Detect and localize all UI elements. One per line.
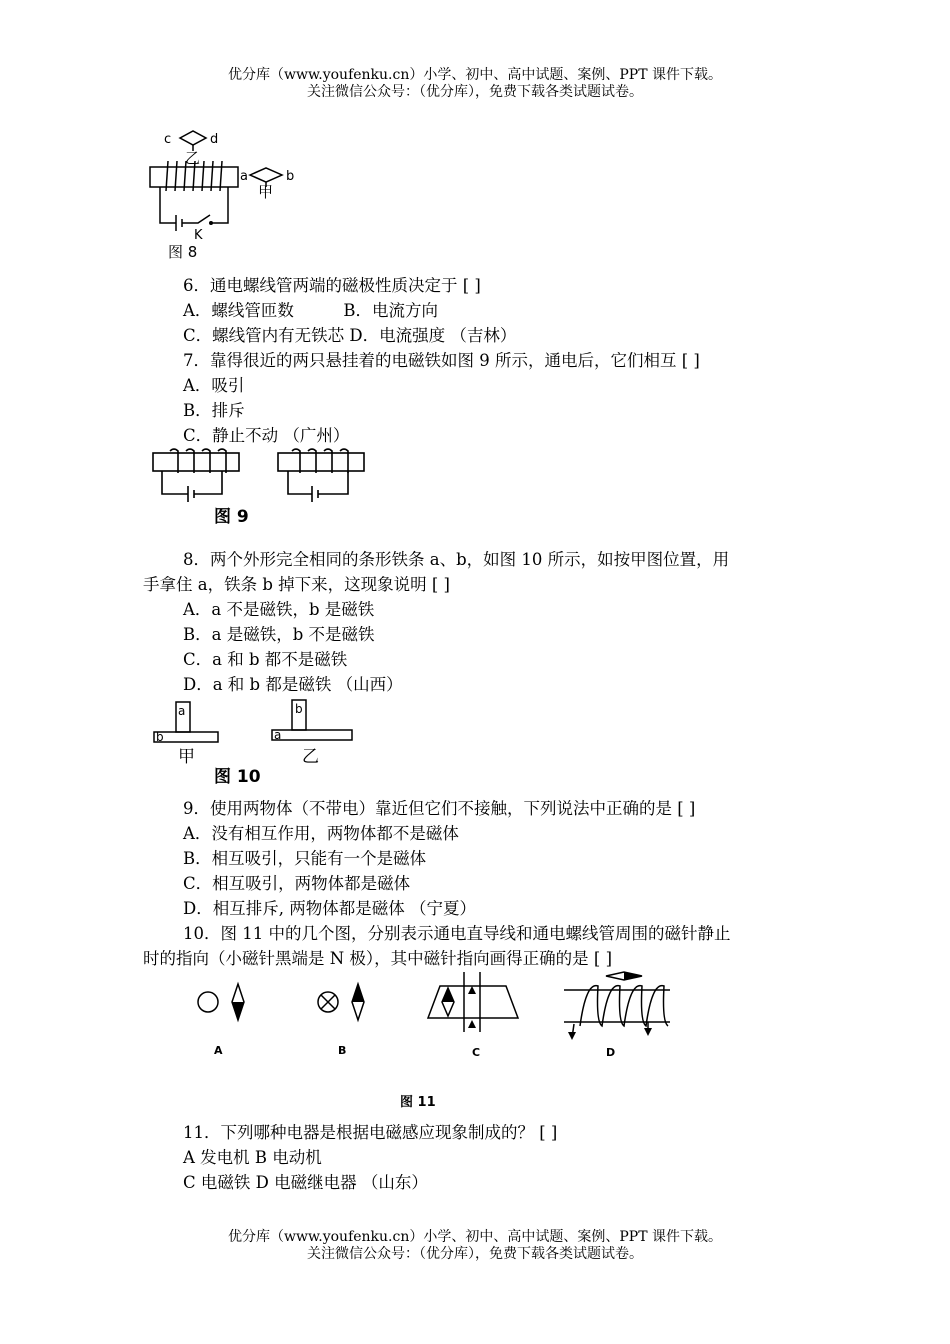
figure-9	[148, 446, 378, 528]
figure-8	[140, 125, 320, 265]
figure-11	[188, 968, 688, 1116]
q7-option-b: B．排斥	[183, 401, 245, 420]
q11-options-cd: C 电磁铁 D 电磁继电器 （山东）	[183, 1173, 428, 1192]
q8-stem-line-1: 8．两个外形完全相同的条形铁条 a、b，如图 10 所示，如按甲图位置，用	[183, 550, 730, 569]
q8-option-b: B．a 是磁铁，b 不是磁铁	[183, 625, 375, 644]
fig8-label-b: b	[286, 169, 295, 184]
q10-stem-line-1: 10．图 11 中的几个图，分别表示通电直导线和通电螺线管周围的磁针静止	[183, 924, 731, 943]
q7-option-a: A．吸引	[183, 376, 245, 395]
fig10-caption: 图 10	[214, 767, 261, 786]
fig11-label-a: A	[214, 1044, 223, 1057]
fig10-label-yi: 乙	[302, 747, 319, 767]
q6-options-cd: C．螺线管内有无铁芯 D．电流强度 （吉林）	[183, 326, 517, 345]
q9-stem: 9．使用两物体（不带电）靠近但它们不接触，下列说法中正确的是 [ ]	[183, 799, 696, 818]
q8-option-c: C．a 和 b 都不是磁铁	[183, 650, 348, 669]
q8-option-d: D．a 和 b 都是磁铁 （山西）	[183, 675, 403, 694]
q9-option-b: B．相互吸引，只能有一个是磁体	[183, 849, 427, 868]
q11-options-ab: A 发电机 B 电动机	[183, 1148, 322, 1167]
q9-option-d: D．相互排斥, 两物体都是磁体 （宁夏）	[183, 899, 476, 918]
header-line-1: 优分库（www.youfenku.cn）小学、初中、高中试题、案例、PPT 课件下载。	[227, 67, 722, 83]
fig10-label-jia: 甲	[178, 747, 195, 767]
fig8-label-jia: 甲	[258, 183, 274, 201]
q10-stem-line-2: 时的指向（小磁针黑端是 N 极），其中磁针指向画得正确的是 [ ]	[143, 949, 613, 968]
fig8-label-k: K	[194, 228, 203, 243]
q8-stem-line-2: 手拿住 a，铁条 b 掉下来，这现象说明 [ ]	[143, 575, 450, 594]
fig10-label-b2: b	[295, 702, 303, 716]
fig11-label-c: C	[472, 1046, 481, 1059]
footer-line-2: 关注微信公众号：（优分库），免费下载各类试题试卷。	[307, 1246, 643, 1262]
fig11-caption: 图 11	[400, 1095, 436, 1110]
footer-line-1: 优分库（www.youfenku.cn）小学、初中、高中试题、案例、PPT 课件下载。	[227, 1229, 722, 1245]
fig8-label-c: c	[164, 132, 172, 147]
q6-options-ab: A．螺线管匝数 B．电流方向	[183, 301, 439, 320]
fig11-label-b: B	[338, 1044, 347, 1057]
fig9-caption: 图 9	[214, 507, 249, 527]
q9-option-a: A．没有相互作用，两物体都不是磁体	[183, 824, 459, 843]
figure-10	[148, 696, 368, 786]
header-line-2: 关注微信公众号：（优分库），免费下载各类试题试卷。	[307, 84, 643, 100]
fig10-label-a2: a	[274, 728, 282, 742]
fig10-label-a1: a	[178, 704, 186, 718]
page-header	[0, 67, 950, 101]
page-footer	[0, 1229, 950, 1263]
fig8-label-yi: 乙	[185, 149, 201, 167]
q8-option-a: A．a 不是磁铁，b 是磁铁	[183, 600, 375, 619]
fig8-label-d: d	[210, 132, 219, 147]
fig11-label-d: D	[606, 1046, 616, 1059]
fig10-label-b1: b	[156, 730, 164, 744]
fig8-label-a: a	[240, 169, 248, 184]
q7-option-c: C．静止不动 （广州）	[183, 426, 350, 445]
q9-option-c: C．相互吸引，两物体都是磁体	[183, 874, 411, 893]
q7-stem: 7．靠得很近的两只悬挂着的电磁铁如图 9 所示，通电后，它们相互 [ ]	[183, 351, 700, 370]
q11-stem: 11．下列哪种电器是根据电磁感应现象制成的？ [ ]	[183, 1123, 558, 1142]
fig8-caption: 图 8	[168, 243, 198, 261]
q6-stem: 6．通电螺线管两端的磁极性质决定于 [ ]	[183, 276, 481, 295]
